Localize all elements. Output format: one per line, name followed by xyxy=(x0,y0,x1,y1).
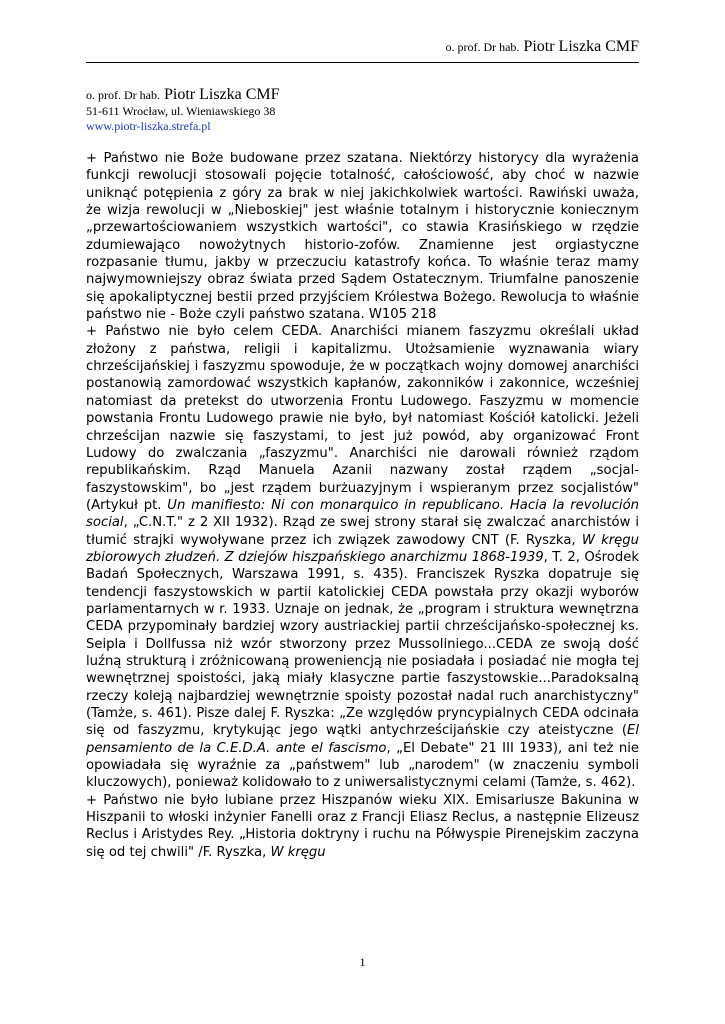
paragraph-ceda-text-4: , „El Debate" 21 III 1933), ani też nie opowiadała się wyraźnie za „państwem" lub „narodem" (w znaczeniu symboli kluczowych), ponieważ kolidowało to z uniwersalistycznymi celami (Tamże, s. 462). xyxy=(86,740,640,791)
header-divider xyxy=(86,62,639,63)
sender-block xyxy=(86,86,280,133)
paragraph-ceda-italic-3: El pensamiento de la C.E.D.A. ante el fascismo xyxy=(86,723,639,756)
sender-name-line xyxy=(86,86,280,104)
paragraph-ceda-text-3: , T. 2, Ośrodek Badań Społecznych, Warszawa 1991, s. 435). Franciszek Ryszka dopatruje się tendencji faszystowskich w partii katolickiej CEDA powstała przy okazji wyborów parlamentarnych w r. 1933. Uznaje on jednak, że „program i struktura wewnętrzna CEDA przypominały bardziej wzory austriackiej partii chrześcijańsko-społecznej ks. Seipla i Dollfussa niż wzór stworzony przez Mussoliniego...CEDA ze swoją dość luźną strukturą i zróżnicowaną proweniencją nie posiadała i posiadać nie mogła tej wewnętrznej spoistości, jaką miały klasyczne partie faszystowskie...Paradoksalną rzeczy koleją najbardziej wewnętrznie spoisty pozostał nadal ruch anarchistyczny" (Tamże, s. 461). Pisze dalej F. Ryszka: „Ze względów pryncypialnych CEDA odcinała się od faszyzmu, krytykując jego wątki antychrześcijańskie czy ateistyczne ( xyxy=(86,549,639,739)
header-author-name: Piotr Liszka CMF xyxy=(523,38,639,55)
paragraph-hiszpanie-text-1: + Państwo nie było lubiane przez Hiszpanów wieku XIX. Emisariusze Bakunina w Hiszpanii to włoski inżynier Fanelli oraz z Francji Eliasz Reclus, a następnie Elizeusz Reclus i Aristydes Rey. „Historia doktryny i ruchu na Półwyspie Pirenejskim zaczyna się od tej chwili" /F. Ryszka, xyxy=(86,792,639,860)
sender-website-link[interactable]: www.piotr-liszka.strefa.pl xyxy=(86,119,211,133)
main-body-text xyxy=(86,150,639,861)
header-title-prefix: o. prof. Dr hab. xyxy=(445,40,520,54)
paragraph-ceda-text-2: , „C.N.T." z 2 XII 1932). Rząd ze swej strony starał się zwalczać anarchistów i tłumić strajki wywoływane przez ich związek zawodowy CNT (F. Ryszka, xyxy=(86,515,639,548)
paragraph-hiszpanie xyxy=(86,792,639,861)
sender-address: 51-611 Wrocław, ul. Wieniawskiego 38 xyxy=(86,104,276,118)
sender-title-prefix: o. prof. Dr hab. xyxy=(86,88,160,102)
paragraph-ceda-text-1: + Państwo nie było celem CEDA. Anarchiści mianem faszyzmu określali układ złożony z państwa, religii i kapitalizmu. Utożsamienie wyznawania wiary chrześcijańskiej i faszyzmu spowoduje, że w początkach wojny domowej anarchiści postanowią zamordować wszystkich kapłanów, zakonników i zakonnice, wcześniej natomiast da pretekst do utworzenia Frontu Ludowego. Faszyzmu w momencie powstania Frontu Ludowego prawie nie było, był natomiast Kościół katolicki. Jeżeli chrześcijan nazwie się faszystami, to jest już powód, aby organizować Front Ludowy do zwalczania „faszyzmu". Anarchiści nie darowali również rządom republikańskim. Rząd Manuela Azanii nazwany został rządem „socjal-faszystowskim", bo „jest rządem burżuazyjnym i wspieranym przez socjalistów" (Artykuł pt. xyxy=(86,324,639,513)
paragraph-panstwo-szatana: + Państwo nie Boże budowane przez szatana. Niektórzy historycy dla wyrażenia funkcji rewolucji stosowali pojęcie totalność, całościowość, aby choć w nazwie uniknąć potępienia z góry za brak w niej jakichkolwiek wartości. Rawiński uważa, że wizja rewolucji w „Nieboskiej" jest właśnie totalnym i historycznie koniecznym „przewartościowaniem wszystkich wartości", co stawia Krasińskiego w rzędzie zdumiewająco nowożytnych historio-zofów. Znamienne jest orgiastyczne rozpasanie tłumu, jakby w przeczuciu katastrofy końca. To właśnie teraz mamy najwymowniejszy obraz świata przed Sądem Ostatecznym. Triumfalne panoszenie się apokaliptycznej bestii przed przyjściem Królestwa Bożego. Rewolucja to właśnie państwo nie - Boże czyli państwo szatana. W105 218 xyxy=(86,151,639,323)
paragraph-hiszpanie-italic-1: W kręgu xyxy=(270,844,326,860)
page-number: 1 xyxy=(359,955,366,969)
sender-name: Piotr Liszka CMF xyxy=(163,86,280,103)
paragraph-ceda-italic-2: W kręgu zbiorowych złudzeń. Z dziejów hiszpańskiego anarchizmu 1868-1939 xyxy=(86,532,639,565)
paragraph-ceda xyxy=(86,323,639,791)
paragraph-ceda-italic-1: Un manifiesto: Ni con monarquico in republicano. Hacia la revolución social xyxy=(86,497,639,531)
running-header xyxy=(445,38,639,56)
